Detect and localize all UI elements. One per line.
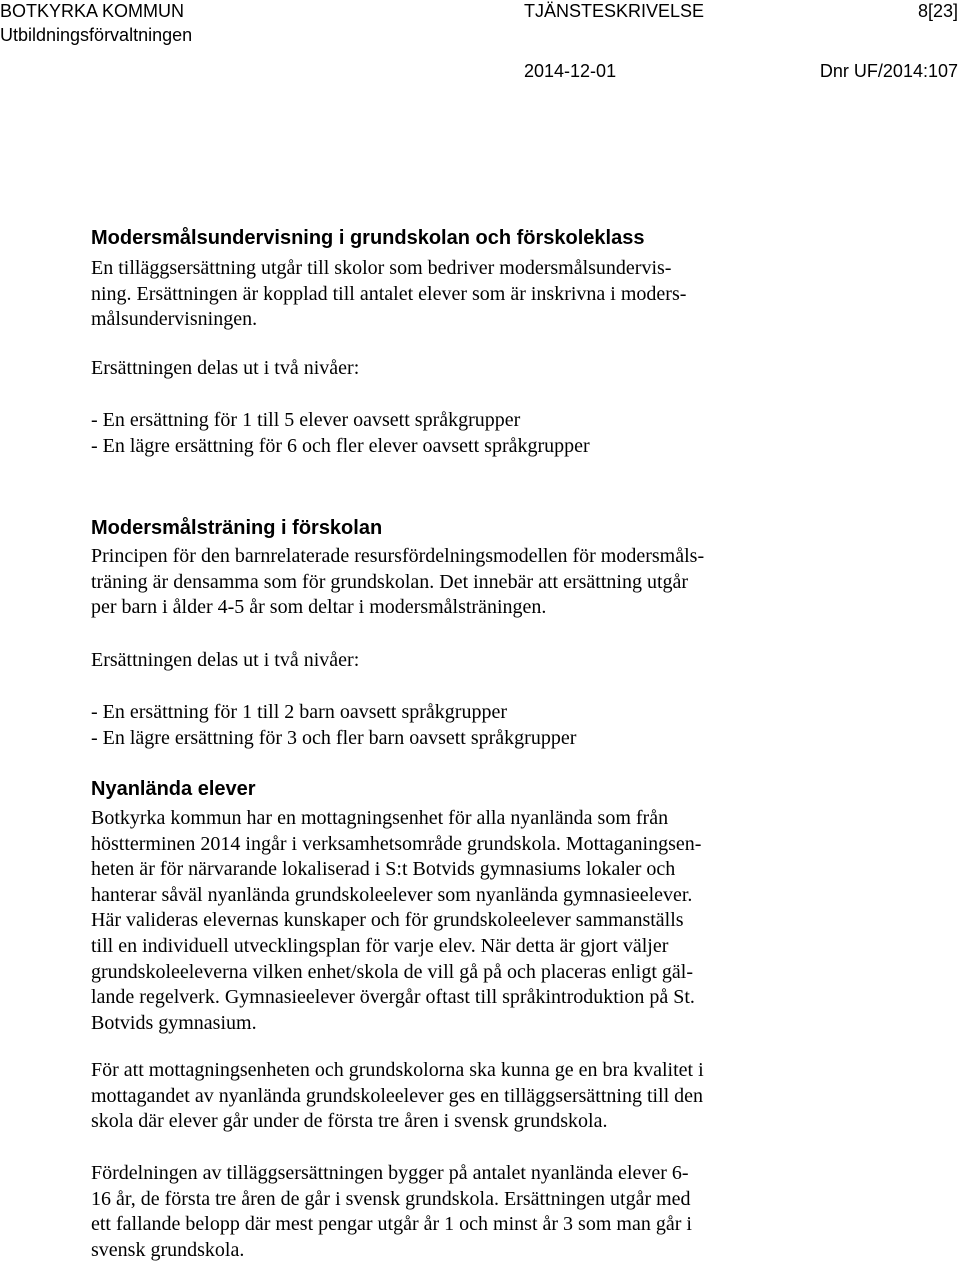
registration-number: Dnr UF/2014:107: [819, 61, 958, 81]
text-line: målsundervisningen.: [91, 308, 258, 331]
section3-paragraph-2: [91, 1058, 704, 1135]
text-line: Botvids gymnasium.: [91, 1011, 257, 1034]
section3-paragraph-3: [91, 1161, 692, 1263]
list-item: - En ersättning för 1 till 2 barn oavsett språkgrupper: [91, 701, 507, 723]
section3-paragraph-1: [91, 806, 701, 1036]
document-type: TJÄNSTESKRIVELSE: [524, 1, 705, 21]
section1-paragraph: [91, 256, 686, 333]
text-line: ett fallande belopp där mest pengar utgår år 1 och minst år 3 som man går i: [91, 1213, 692, 1236]
text-line: Här valideras elevernas kunskaper och för grundskoleelever sammanställs: [91, 909, 684, 932]
section2-levels-intro: Ersättningen delas ut i två nivåer:: [91, 649, 360, 671]
text-line: Principen för den barnrelaterade resursfördelningsmodellen för modersmåls-: [91, 545, 705, 567]
page-number: 8[23]: [917, 1, 958, 21]
text-line: träning är densamma som för grundskolan. Det innebär att ersättning utgår: [91, 570, 689, 593]
list-item: - En ersättning för 1 till 5 elever oavsett språkgrupper: [91, 409, 521, 431]
text-line: höstterminen 2014 ingår i verksamhetsområde grundskola. Mottaganingsen-: [91, 832, 702, 855]
text-line: För att mottagningsenheten och grundskolorna ska kunna ge en bra kvalitet i: [91, 1059, 704, 1081]
section-heading-nyanlanda: Nyanlända elever: [91, 778, 256, 800]
text-line: mottagandet av nyanlända grundskoleelever ges en tilläggsersättning till den: [91, 1084, 704, 1107]
department-name: Utbildningsförvaltningen: [0, 25, 193, 45]
list-item: - En lägre ersättning för 6 och fler elever oavsett språkgrupper: [91, 434, 590, 457]
section2-paragraph: [91, 544, 704, 621]
text-line: per barn i ålder 4-5 år som deltar i modersmålsträningen.: [91, 596, 547, 619]
text-line: Botkyrka kommun har en mottagningsenhet för alla nyanlända som från: [91, 807, 669, 829]
text-line: heten är för närvarande lokaliserad i S:t Botvids gymnasiums lokaler och: [91, 858, 676, 881]
list-item: - En lägre ersättning för 3 och fler barn oavsett språkgrupper: [91, 726, 577, 749]
section-heading-modersmal-grundskola: Modersmålsundervisning i grundskolan och förskoleklass: [91, 227, 645, 249]
text-line: lande regelverk. Gymnasieelever övergår oftast till språkintroduktion på St.: [91, 986, 695, 1009]
text-line: ning. Ersättningen är kopplad till antalet elever som är inskrivna i moders-: [91, 282, 687, 305]
text-line: Fördelningen av tilläggsersättningen bygger på antalet nyanlända elever 6-: [91, 1162, 689, 1184]
section1-levels-list: [91, 408, 590, 459]
text-line: hanterar såväl nyanlända grundskoleelever som nyanlända gymnasieelever.: [91, 883, 693, 906]
text-line: En tilläggsersättning utgår till skolor som bedriver modersmålsundervis-: [91, 257, 672, 279]
section1-levels-intro: Ersättningen delas ut i två nivåer:: [91, 357, 360, 379]
section-heading-modersmal-forskola: Modersmålsträning i förskolan: [91, 517, 383, 539]
text-line: grundskoleeleverna vilken enhet/skola de vill gå på och placeras enligt gäl-: [91, 960, 694, 983]
text-line: 16 år, de första tre åren de går i svensk grundskola. Ersättningen utgår med: [91, 1187, 691, 1210]
document-date: 2014-12-01: [524, 61, 617, 81]
section2-levels-list: [91, 700, 576, 751]
organization-name: BOTKYRKA KOMMUN: [0, 1, 185, 21]
text-line: svensk grundskola.: [91, 1238, 245, 1261]
text-line: skola där elever går under de första tre åren i svensk grundskola.: [91, 1110, 608, 1133]
text-line: till en individuell utvecklingsplan för varje elev. När detta är gjort väljer: [91, 934, 669, 957]
